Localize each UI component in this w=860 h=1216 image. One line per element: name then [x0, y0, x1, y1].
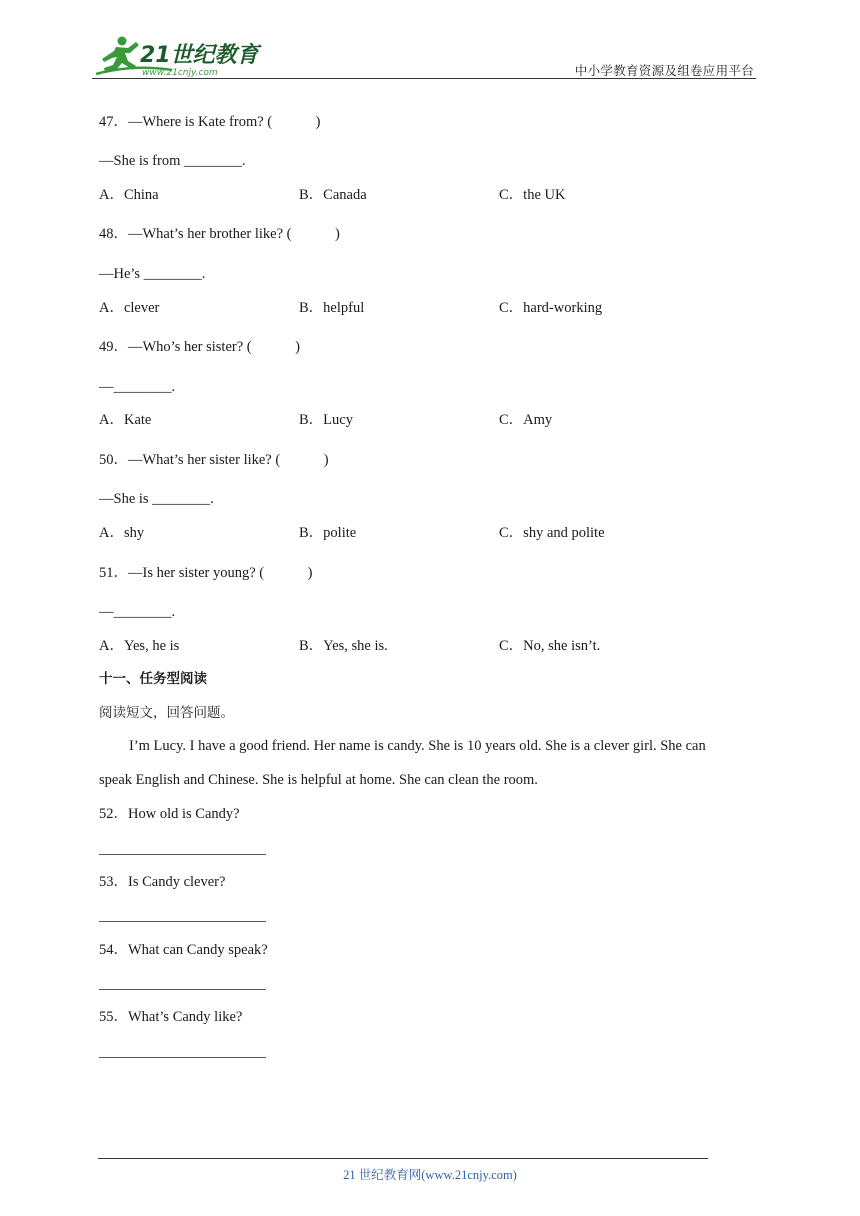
answer-blank-line [99, 854, 266, 855]
question-stem: 55．What’s Candy like? [99, 1009, 243, 1025]
section-title: 十一、任务型阅读 [99, 671, 207, 687]
answer-blank-line [99, 921, 266, 922]
option-c: C．No, she isn’t. [499, 638, 601, 654]
option-a: A．Yes, he is [99, 638, 180, 654]
option-b: B．polite [299, 525, 357, 541]
question-answer-line: —He’s ________. [99, 266, 206, 282]
footer-link[interactable]: 21 世纪教育网(www.21cnjy.com) [343, 1168, 517, 1182]
question-stem: 54．What can Candy speak? [99, 942, 268, 958]
question-stem: 47．—Where is Kate from? ( ) [99, 114, 321, 130]
option-b: B．Canada [299, 187, 367, 203]
option-c: C．shy and polite [499, 525, 605, 541]
question-stem: 52．How old is Candy? [99, 806, 240, 822]
question-stem: 48．—What’s her brother like? ( ) [99, 226, 340, 242]
logo-url: www.21cnjy.com [142, 68, 218, 78]
section-instruction: 阅读短文，回答问题。 [99, 705, 234, 721]
reading-passage: I’m Lucy. I have a good friend. Her name is candy. She is 10 years old. She is a clever girl. She can speak English and Chinese. She is helpful at home. She can clean the room. [99, 738, 706, 788]
page-header [92, 30, 756, 78]
option-a: A．China [99, 187, 159, 203]
question-answer-line: —She is ________. [99, 491, 214, 507]
answer-blank-line [99, 989, 266, 990]
question-stem: 49．—Who’s her sister? ( ) [99, 339, 300, 355]
option-a: A．clever [99, 300, 160, 316]
question-answer-line: —She is from ________. [99, 153, 246, 169]
option-b: B．helpful [299, 300, 365, 316]
question-stem: 50．—What’s her sister like? ( ) [99, 452, 329, 468]
question-answer-line: —________. [99, 379, 176, 395]
option-a: A．Kate [99, 412, 152, 428]
option-b: B．Yes, she is. [299, 638, 388, 654]
logo-text: 21世纪教育 [140, 43, 259, 68]
footer-divider [98, 1158, 708, 1159]
question-answer-line: —________. [99, 604, 176, 620]
answer-blank-line [99, 1057, 266, 1058]
question-stem: 51．—Is her sister young? ( ) [99, 565, 313, 581]
header-divider [92, 78, 756, 79]
option-a: A．shy [99, 525, 145, 541]
option-c: C．Amy [499, 412, 553, 428]
option-c: C．hard-working [499, 300, 603, 316]
option-c: C．the UK [499, 187, 566, 203]
question-stem: 53．Is Candy clever? [99, 874, 226, 890]
option-b: B．Lucy [299, 412, 353, 428]
site-logo [92, 34, 262, 78]
header-platform-text: 中小学教育资源及组卷应用平台 [574, 63, 754, 78]
